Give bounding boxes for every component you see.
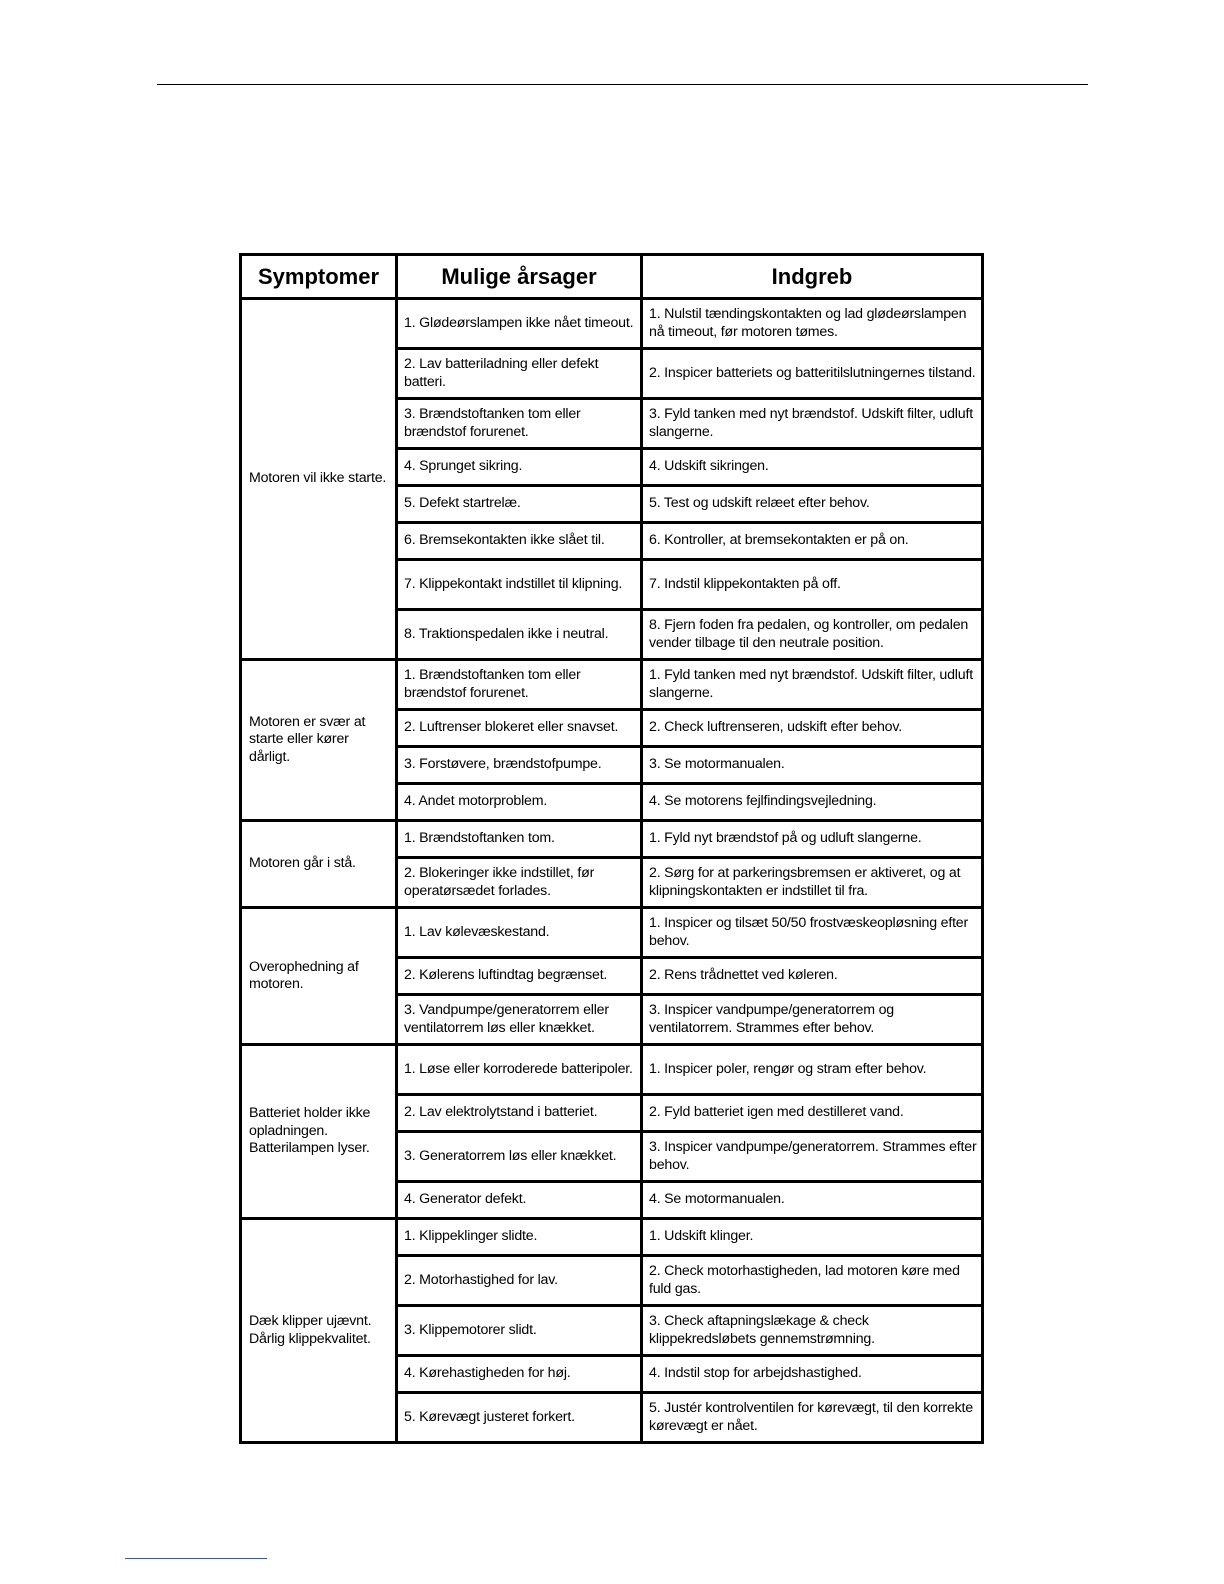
action-cell: 3. Inspicer vandpumpe/generatorrem. Strammes efter behov. — [642, 1132, 983, 1182]
cause-cell: 4. Andet motorproblem. — [397, 784, 642, 821]
action-cell: 1. Inspicer og tilsæt 50/50 frostvæskeopløsning efter behov. — [642, 908, 983, 958]
cause-cell: 2. Luftrenser blokeret eller snavset. — [397, 710, 642, 747]
table-row — [241, 1219, 983, 1256]
cause-cell: 4. Generator defekt. — [397, 1182, 642, 1219]
cause-cell: 1. Brændstoftanken tom eller brændstof forurenet. — [397, 660, 642, 710]
action-cell: 3. Fyld tanken med nyt brændstof. Udskift filter, udluft slangerne. — [642, 399, 983, 449]
action-cell: 2. Check motorhastigheden, lad motoren køre med fuld gas. — [642, 1256, 983, 1306]
action-cell: 1. Inspicer poler, rengør og stram efter behov. — [642, 1045, 983, 1095]
cause-cell: 2. Kølerens luftindtag begrænset. — [397, 958, 642, 995]
cause-cell: 7. Klippekontakt indstillet til klipning. — [397, 560, 642, 610]
symptom-cell: Motoren går i stå. — [241, 821, 397, 908]
cause-cell: 1. Brændstoftanken tom. — [397, 821, 642, 858]
cause-cell: 3. Generatorrem løs eller knækket. — [397, 1132, 642, 1182]
cause-cell: 1. Klippeklinger slidte. — [397, 1219, 642, 1256]
cause-cell: 5. Kørevægt justeret forkert. — [397, 1393, 642, 1443]
cause-cell: 2. Lav elektrolytstand i batteriet. — [397, 1095, 642, 1132]
symptom-cell: Motoren vil ikke starte. — [241, 299, 397, 660]
action-cell: 3. Inspicer vandpumpe/generatorrem og ventilatorrem. Strammes efter behov. — [642, 995, 983, 1045]
cause-cell: 1. Lav kølevæskestand. — [397, 908, 642, 958]
cause-cell: 4. Kørehastigheden for høj. — [397, 1356, 642, 1393]
action-cell: 5. Justér kontrolventilen for kørevægt, til den korrekte kørevægt er nået. — [642, 1393, 983, 1443]
cause-cell: 3. Brændstoftanken tom eller brændstof forurenet. — [397, 399, 642, 449]
footnote-separator — [125, 1558, 267, 1559]
action-cell: 8. Fjern foden fra pedalen, og kontroller, om pedalen vender tilbage til den neutrale position. — [642, 610, 983, 660]
action-cell: 3. Check aftapningslækage & check klippekredsløbets gennemstrømning. — [642, 1306, 983, 1356]
action-cell: 2. Inspicer batteriets og batteritilslutningernes tilstand. — [642, 349, 983, 399]
table-header-row — [241, 255, 983, 299]
action-cell: 3. Se motormanualen. — [642, 747, 983, 784]
action-cell: 1. Fyld nyt brændstof på og udluft slangerne. — [642, 821, 983, 858]
table-row — [241, 299, 983, 349]
action-cell: 1. Fyld tanken med nyt brændstof. Udskift filter, udluft slangerne. — [642, 660, 983, 710]
action-cell: 6. Kontroller, at bremsekontakten er på on. — [642, 523, 983, 560]
cause-cell: 8. Traktionspedalen ikke i neutral. — [397, 610, 642, 660]
action-cell: 1. Nulstil tændingskontakten og lad glødeørslampen nå timeout, før motoren tømes. — [642, 299, 983, 349]
action-cell: 2. Sørg for at parkeringsbremsen er aktiveret, og at klipningskontakten er indstillet til fra. — [642, 858, 983, 908]
cause-cell: 2. Lav batteriladning eller defekt batteri. — [397, 349, 642, 399]
header-symptom: Symptomer — [241, 255, 397, 299]
cause-cell: 6. Bremsekontakten ikke slået til. — [397, 523, 642, 560]
action-cell: 4. Se motormanualen. — [642, 1182, 983, 1219]
cause-cell: 4. Sprunget sikring. — [397, 449, 642, 486]
cause-cell: 1. Løse eller korroderede batteripoler. — [397, 1045, 642, 1095]
cause-cell: 3. Forstøvere, brændstofpumpe. — [397, 747, 642, 784]
cause-cell: 2. Blokeringer ikke indstillet, før operatørsædet forlades. — [397, 858, 642, 908]
troubleshooting-table — [239, 253, 984, 1444]
header-cause: Mulige årsager — [397, 255, 642, 299]
header-rule — [157, 84, 1088, 85]
cause-cell: 3. Klippemotorer slidt. — [397, 1306, 642, 1356]
table-row — [241, 821, 983, 858]
action-cell: 2. Check luftrenseren, udskift efter behov. — [642, 710, 983, 747]
action-cell: 7. Indstil klippekontakten på off. — [642, 560, 983, 610]
symptom-cell: Motoren er svær at starte eller kører dårligt. — [241, 660, 397, 821]
symptom-cell: Batteriet holder ikke opladningen. Batterilampen lyser. — [241, 1045, 397, 1219]
action-cell: 2. Rens trådnettet ved køleren. — [642, 958, 983, 995]
cause-cell: 5. Defekt startrelæ. — [397, 486, 642, 523]
action-cell: 4. Indstil stop for arbejdshastighed. — [642, 1356, 983, 1393]
cause-cell: 3. Vandpumpe/generatorrem eller ventilatorrem løs eller knækket. — [397, 995, 642, 1045]
symptom-cell: Overophedning af motoren. — [241, 908, 397, 1045]
action-cell: 5. Test og udskift relæet efter behov. — [642, 486, 983, 523]
symptom-cell: Dæk klipper ujævnt. Dårlig klippekvalitet. — [241, 1219, 397, 1443]
table-row — [241, 660, 983, 710]
header-action: Indgreb — [642, 255, 983, 299]
table-row — [241, 908, 983, 958]
action-cell: 1. Udskift klinger. — [642, 1219, 983, 1256]
table-row — [241, 1045, 983, 1095]
cause-cell: 1. Glødeørslampen ikke nået timeout. — [397, 299, 642, 349]
cause-cell: 2. Motorhastighed for lav. — [397, 1256, 642, 1306]
action-cell: 4. Se motorens fejlfindingsvejledning. — [642, 784, 983, 821]
action-cell: 4. Udskift sikringen. — [642, 449, 983, 486]
action-cell: 2. Fyld batteriet igen med destilleret vand. — [642, 1095, 983, 1132]
